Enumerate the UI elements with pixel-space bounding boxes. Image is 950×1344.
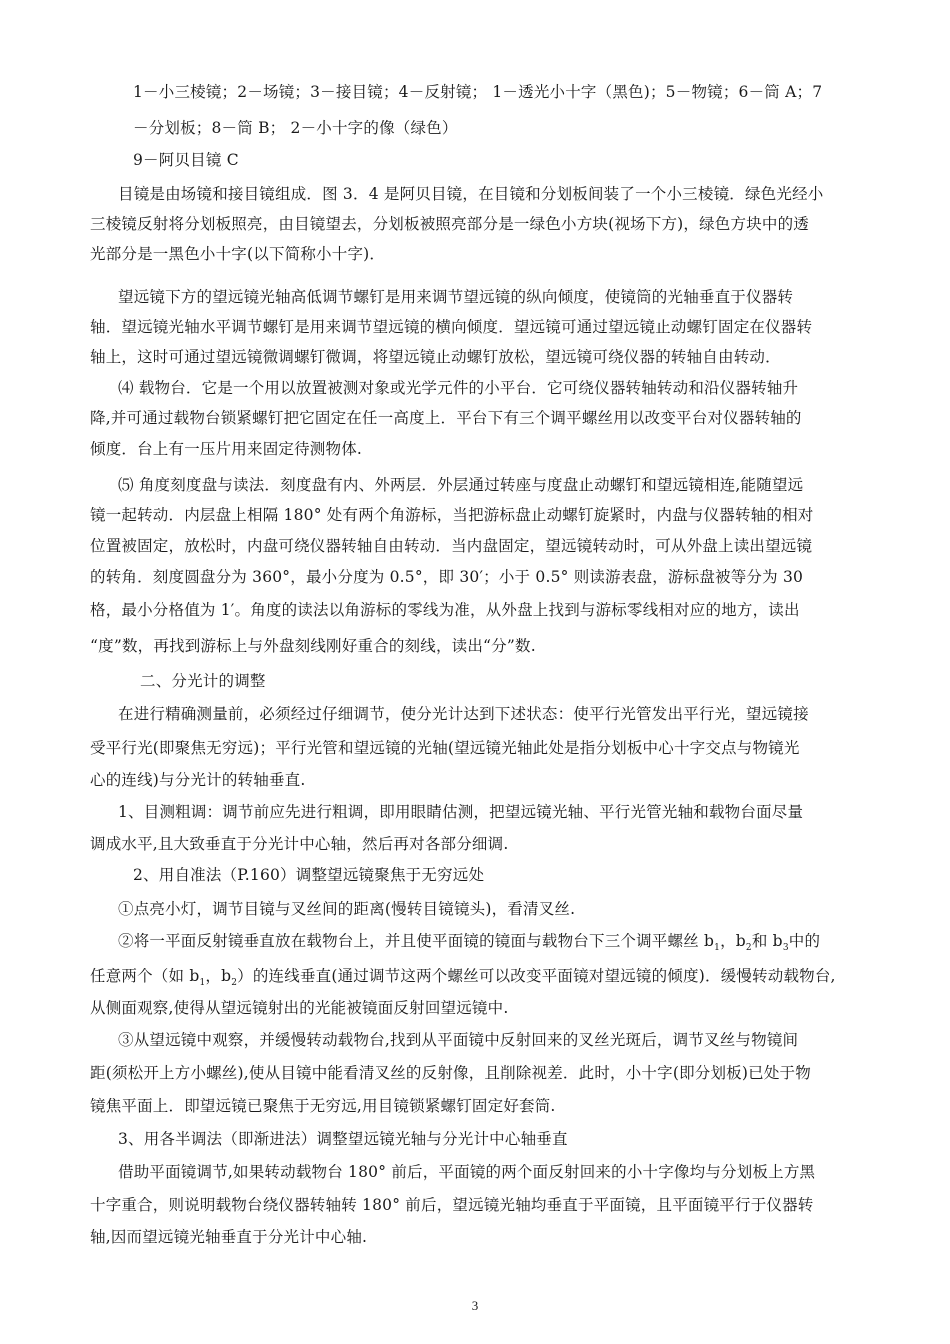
body-line: 受平行光(即聚焦无穷远)；平行光管和望远镜的光轴(望远镜光轴此处是指分划板中心十字交点与物镜光 — [90, 739, 800, 757]
body-line: “度”数，再找到游标上与外盘刻线刚好重合的刻线，读出“分”数. — [90, 637, 536, 655]
body-line: 格，最小分格值为 1′。角度的读法以角游标的零线为准，从外盘上找到与游标零线相对应的地方，读出 — [90, 601, 800, 619]
body-line: 三棱镜反射将分划板照亮，由目镜望去，分划板被照亮部分是一绿色小方块(视场下方)，绿色方块中的透 — [90, 215, 809, 233]
body-line: 降,并可通过载物台锁紧螺钉把它固定在任一高度上．平台下有三个调平螺丝用以改变平台对仪器转轴的 — [90, 409, 802, 427]
body-line: 轴,因而望远镜光轴垂直于分光计中心轴. — [90, 1228, 368, 1246]
body-line: 借助平面镜调节,如果转动载物台 180° 前后，平面镜的两个面反射回来的小十字像均与分划板上方黑 — [118, 1163, 816, 1181]
body-line-with-subscripts: ②将一平面反射镜垂直放在载物台上，并且使平面镜的镜面与载物台下三个调平螺丝 $b_1$，$b_2$和 $b_3$中的 — [118, 932, 821, 954]
body-line: 距(须松开上方小螺丝),使从目镜中能看清叉丝的反射像，且削除视差．此时，小十字(即分划板)已处于物 — [90, 1064, 811, 1082]
body-line: 轴．望远镜光轴水平调节螺钉是用来调节望远镜的横向倾度．望远镜可通过望远镜止动螺钉固定在仪器转 — [90, 318, 813, 336]
body-line: 调成水平,且大致垂直于分光计中心轴，然后再对各部分细调. — [90, 835, 509, 853]
body-line: 的转角．刻度圆盘分为 360°，最小分度为 0.5°，即 30′；小于 0.5° 则读游表盘，游标盘被等分为 30 — [90, 568, 804, 586]
body-line: 倾度．台上有一压片用来固定待测物体. — [90, 440, 363, 458]
figure-legend-line: －分划板；8－筒 B； 2－小十字的像（绿色） — [133, 119, 458, 137]
body-line: 十字重合，则说明载物台绕仪器转轴转 180° 前后，望远镜光轴均垂直于平面镜，且平面镜平行于仪器转 — [90, 1196, 814, 1214]
body-line: ⑷ 载物台．它是一个用以放置被测对象或光学元件的小平台．它可绕仪器转轴转动和沿仪器转轴升 — [118, 379, 799, 397]
body-line: 镜一起转动．内层盘上相隔 180° 处有两个角游标，当把游标盘止动螺钉旋紧时，内盘与仪器转轴的相对 — [90, 506, 814, 524]
body-line: 目镜是由场镜和接目镜组成．图 3．4 是阿贝目镜，在目镜和分划板间装了一个小三棱镜．绿色光经小 — [118, 185, 824, 203]
subsection-heading: 3、用各半调法（即渐进法）调整望远镜光轴与分光计中心轴垂直 — [118, 1130, 568, 1148]
body-line: 望远镜下方的望远镜光轴高低调节螺钉是用来调节望远镜的纵向倾度，使镜筒的光轴垂直于仪器转 — [118, 288, 794, 306]
subscript: 1 — [714, 943, 721, 954]
figure-legend-line: 9－阿贝目镜 C — [133, 151, 239, 169]
body-line: 镜焦平面上．即望远镜已聚焦于无穷远,用目镜锁紧螺钉固定好套筒. — [90, 1097, 556, 1115]
body-line: 1、目测粗调：调节前应先进行粗调，即用眼睛估测，把望远镜光轴、平行光管光轴和载物台面尽量 — [118, 803, 804, 821]
body-line: 从侧面观察,使得从望远镜射出的光能被镜面反射回望远镜中. — [90, 999, 509, 1017]
figure-legend-line: 1－小三棱镜；2－场镜；3－接目镜；4－反射镜； 1－透光小十字（黑色)；5－物镜；6－筒 A；7 — [133, 83, 823, 101]
section-heading: 二、分光计的调整 — [140, 672, 266, 690]
body-line: 光部分是一黑色小十字(以下简称小十字)． — [90, 245, 386, 263]
page-number: 3 — [471, 1298, 479, 1313]
body-line: ⑸ 角度刻度盘与读法．刻度盘有内、外两层．外层通过转座与度盘止动螺钉和望远镜相连,能随望远 — [118, 476, 804, 494]
body-line: 位置被固定，放松时，内盘可绕仪器转轴自由转动．当内盘固定，望远镜转动时，可从外盘上读出望远镜 — [90, 537, 813, 555]
subscript: 2 — [231, 978, 238, 989]
subscript: 2 — [745, 943, 752, 954]
subscript: 3 — [782, 943, 789, 954]
body-line: 心的连线)与分光计的转轴垂直. — [90, 771, 306, 789]
body-line: ③从望远镜中观察，并缓慢转动载物台,找到从平面镜中反射回来的叉丝光斑后，调节叉丝与物镜间 — [118, 1031, 799, 1049]
subscript: 1 — [199, 978, 206, 989]
body-line: 在进行精确测量前，必须经过仔细调节，使分光计达到下述状态：使平行光管发出平行光，望远镜接 — [118, 705, 809, 723]
body-line: ①点亮小灯，调节目镜与叉丝间的距离(慢转目镜镜头)，看清叉丝. — [118, 900, 576, 918]
subsection-heading: 2、用自准法（P.160）调整望远镜聚焦于无穷远处 — [133, 866, 485, 884]
body-line: 轴上，这时可通过望远镜微调螺钉微调，将望远镜止动螺钉放松，望远镜可绕仪器的转轴自由转动． — [90, 348, 781, 366]
body-line-with-subscripts: 任意两个（如 $b_1$，$b_2$）的连线垂直(通过调节这两个螺丝可以改变平面镜对望远镜的倾度)．缓慢转动载物台, — [90, 967, 836, 989]
